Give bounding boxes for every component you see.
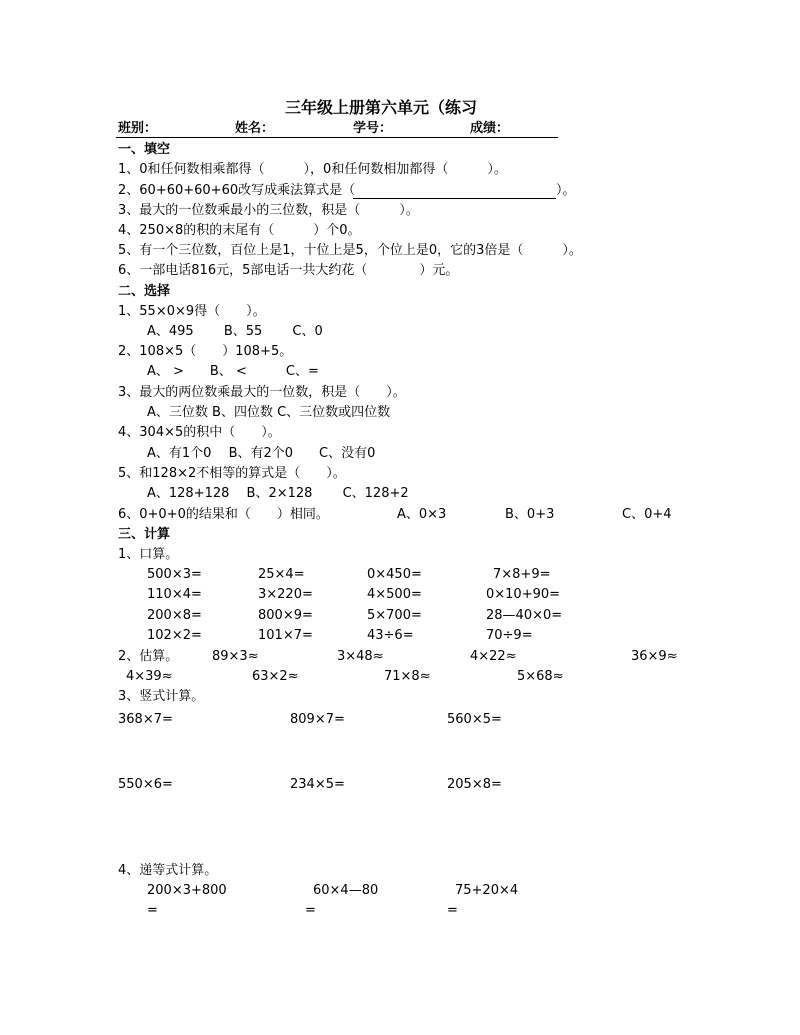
fill-question-6: 6、一部电话816元，5部电话一共大约花（ ）元。 (118, 263, 459, 278)
oral-calc-label: 1、口算。 (118, 547, 179, 562)
choice-option-6a: A、0×3 (397, 507, 447, 522)
choice-question-3: 3、最大的两位数乘最大的一位数，积是（ ）。 (118, 385, 406, 400)
choice-options-2: A、 > B、 < C、= (147, 364, 319, 379)
section-2-heading: 二、选择 (118, 284, 171, 299)
oral-item: 0×10+90= (486, 587, 561, 602)
choice-question-4: 4、304×5的积中（ ）。 (118, 425, 281, 440)
section-3-heading: 三、计算 (118, 527, 171, 542)
fill-question-1: 1、0和任何数相乘都得（ ），0和任何数相加都得（ ）。 (118, 162, 507, 177)
estimate-item: 3×48≈ (337, 649, 384, 664)
vertical-item: 560×5= (447, 712, 502, 727)
vertical-item: 550×6= (118, 777, 173, 792)
choice-option-6b: B、0+3 (505, 507, 555, 522)
oral-item: 4×500= (367, 587, 422, 602)
vertical-calc-label: 3、竖式计算。 (118, 689, 205, 704)
choice-question-6: 6、0+0+0的结果和（ ）相同。 (118, 507, 329, 522)
fill-answer-line (353, 198, 556, 199)
step-calc-label: 4、递等式计算。 (118, 863, 218, 878)
fill-question-3: 3、最大的一位数乘最小的三位数，积是（ ）。 (118, 203, 419, 218)
number-label: 学号： (353, 121, 393, 136)
choice-question-1: 1、55×0×9得（ ）。 (118, 304, 266, 319)
step-equals: = (447, 903, 458, 918)
estimate-item: 4×39≈ (126, 669, 173, 684)
oral-item: 500×3= (147, 567, 202, 582)
choice-options-3: A、三位数 B、四位数 C、三位数或四位数 (147, 405, 391, 420)
step-equals: = (147, 903, 158, 918)
choice-options-4: A、有1个0 B、有2个0 C、没有0 (147, 446, 376, 461)
oral-item: 43÷6= (367, 628, 414, 643)
vertical-item: 368×7= (118, 712, 173, 727)
oral-item: 200×8= (147, 608, 202, 623)
oral-item: 110×4= (147, 587, 202, 602)
estimate-item: 71×8≈ (384, 669, 431, 684)
fill-question-2: 2、60+60+60+60改写成乘法算式是（ (118, 183, 356, 198)
oral-item: 25×4= (258, 567, 305, 582)
estimate-item: 89×3≈ (212, 649, 259, 664)
section-1-heading: 一、填空 (118, 142, 171, 157)
info-underline (116, 137, 558, 138)
score-label: 成绩： (470, 121, 510, 136)
vertical-item: 234×5= (290, 777, 345, 792)
step-equals: = (305, 903, 316, 918)
oral-item: 102×2= (147, 628, 202, 643)
fill-question-5: 5、有一个三位数，百位上是1，十位上是5，个位上是0，它的3倍是（ ）。 (118, 243, 582, 258)
choice-option-6c: C、0+4 (622, 507, 672, 522)
step-item: 200×3+800 (147, 883, 227, 898)
estimate-item: 63×2≈ (252, 669, 299, 684)
oral-item: 28—40×0= (486, 608, 563, 623)
fill-question-2-end: ）。 (556, 183, 576, 198)
estimate-item: 4×22≈ (470, 649, 517, 664)
fill-question-4: 4、250×8的积的末尾有（ ）个0。 (118, 223, 361, 238)
estimate-item: 5×68≈ (517, 669, 564, 684)
choice-options-5: A、128+128 B、2×128 C、128+2 (147, 486, 409, 501)
name-label: 姓名： (235, 121, 275, 136)
step-item: 75+20×4 (455, 883, 519, 898)
page-title: 三年级上册第六单元（练习 (285, 98, 478, 117)
estimate-label: 2、估算。 (118, 649, 179, 664)
vertical-item: 205×8= (447, 777, 502, 792)
oral-item: 3×220= (258, 587, 313, 602)
class-label: 班别： (118, 121, 158, 136)
oral-item: 5×700= (367, 608, 422, 623)
step-item: 60×4—80 (313, 883, 379, 898)
oral-item: 7×8+9= (493, 567, 551, 582)
oral-item: 101×7= (258, 628, 313, 643)
vertical-item: 809×7= (290, 712, 345, 727)
estimate-item: 36×9≈ (631, 649, 678, 664)
oral-item: 0×450= (367, 567, 422, 582)
choice-question-5: 5、和128×2不相等的算式是（ ）。 (118, 466, 346, 481)
oral-item: 800×9= (258, 608, 313, 623)
choice-question-2: 2、108×5（ ）108+5。 (118, 344, 293, 359)
oral-item: 70÷9= (486, 628, 533, 643)
choice-options-1: A、495 B、55 C、0 (147, 324, 323, 339)
